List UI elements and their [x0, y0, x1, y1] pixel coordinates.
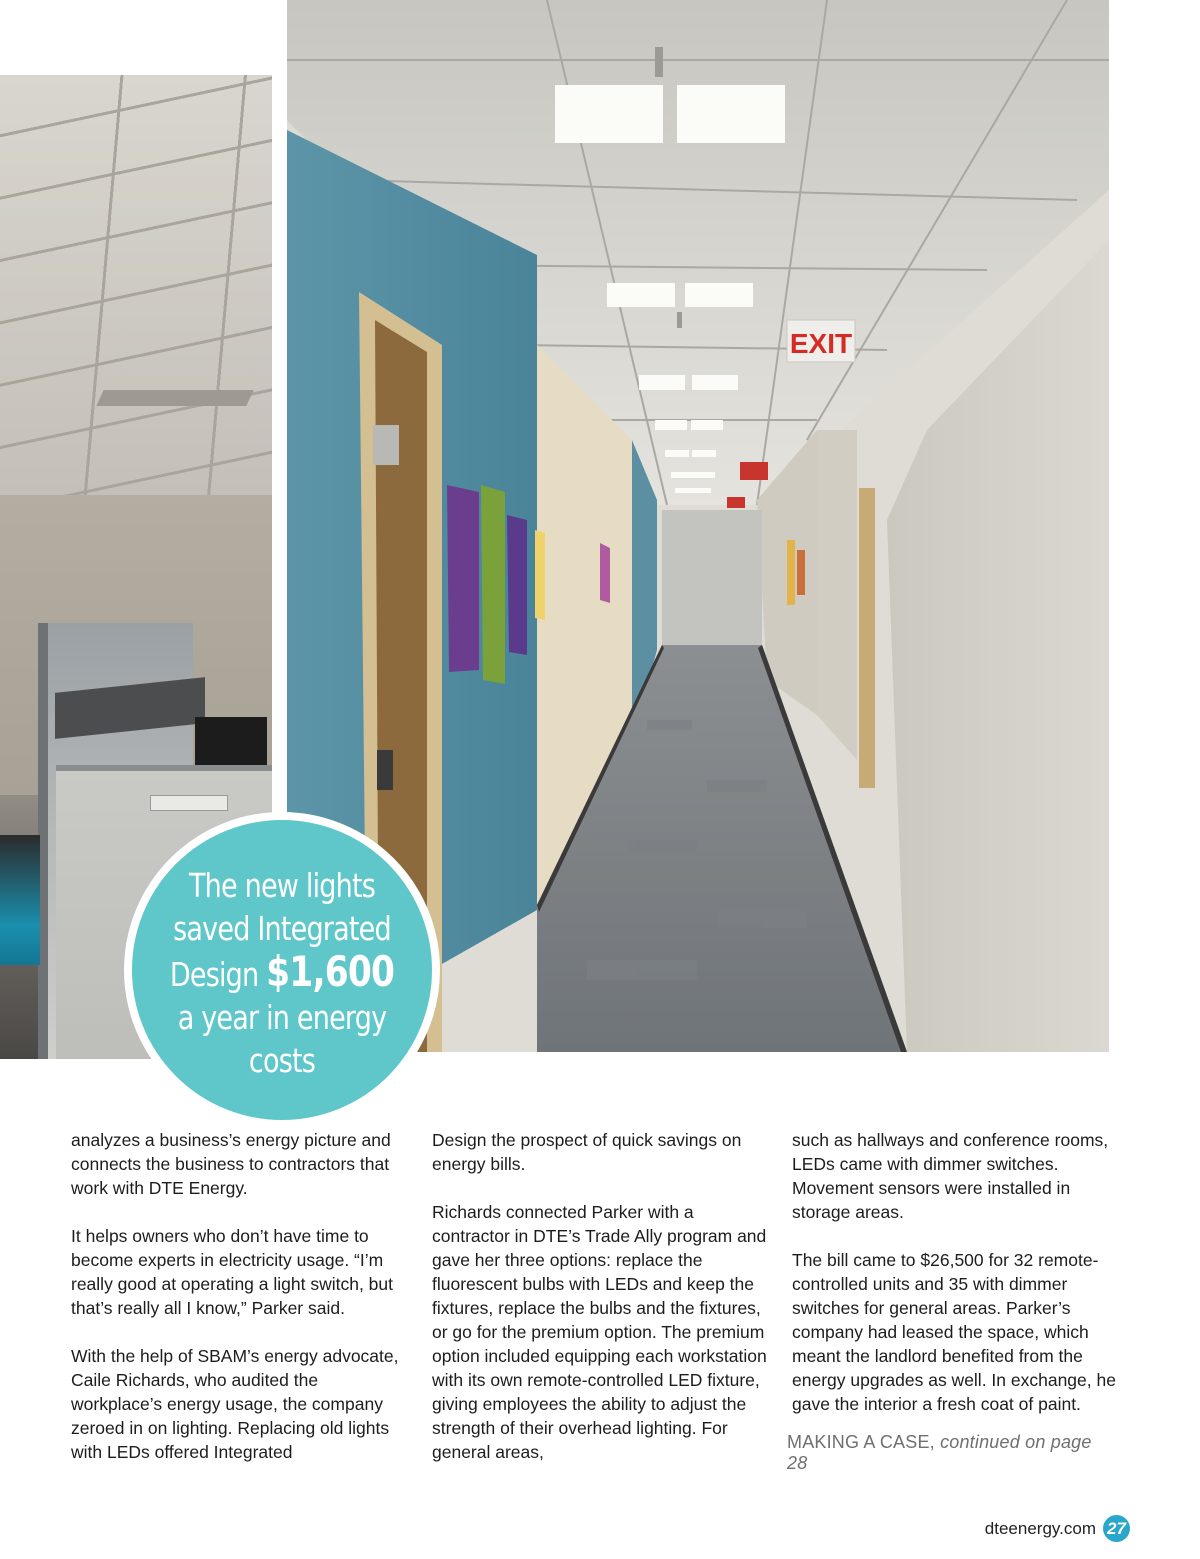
page-number-badge: 27	[1103, 1515, 1130, 1542]
paragraph: such as hallways and conference rooms, LEDs came with dimmer switches. Movement sensors were installed in storage areas.	[792, 1130, 1109, 1222]
hallway-end-wall	[662, 510, 762, 645]
callout-line-1: The new lights	[188, 866, 376, 905]
door-hinge	[373, 425, 399, 465]
office-chair	[0, 835, 40, 965]
continued-link[interactable]: continued on page 28	[787, 1432, 1092, 1473]
paragraph: Design the prospect of quick savings on energy bills.	[432, 1130, 742, 1174]
paragraph: It helps owners who don’t have time to become experts in electricity usage. “I’m really good at operating a light switch, but that’s really all I know,” Parker said.	[71, 1226, 393, 1318]
savings-callout	[124, 812, 440, 1128]
callout-amount: $1,600	[266, 947, 395, 996]
callout-line-2: saved Integrated	[173, 909, 391, 948]
footer-site[interactable]: dteenergy.com	[984, 1519, 1096, 1538]
ceiling-vent	[96, 390, 253, 406]
exit-sign-text: EXIT	[789, 328, 853, 359]
text-column-1	[71, 1128, 411, 1488]
paragraph: analyzes a business’s energy picture and connects the business to contractors that work with DTE Energy.	[71, 1130, 391, 1198]
continued-note	[787, 1432, 1117, 1474]
text-column-3	[792, 1128, 1132, 1440]
callout-line-3	[159, 947, 405, 996]
paragraph: With the help of SBAM’s energy advocate, Caile Richards, who audited the workplace’s energy usage, the company zeroed in on lighting. Replacing old lights with LEDs offered Integrated	[71, 1346, 399, 1462]
paragraph: Richards connected Parker with a contractor in DTE’s Trade Ally program and gave her three options: replace the fluorescent bulbs with LEDs and keep the fixtures, replace the bulbs and the fixtures, or go for the premium option. The premium option included equipping each workstation with its own remote-controlled LED fixture, giving employees the ability to adjust the strength of their overhead lighting. For general areas,	[432, 1202, 767, 1462]
far-exit-sign	[740, 462, 768, 480]
callout-line-3-prefix: Design	[169, 955, 259, 994]
continued-label: MAKING A CASE,	[787, 1432, 935, 1452]
exit-sign	[787, 320, 855, 362]
door-handle	[377, 750, 393, 790]
text-column-2	[432, 1128, 772, 1488]
callout-line-5: costs	[248, 1041, 316, 1080]
callout-line-4: a year in energy	[177, 998, 387, 1037]
right-door-frame	[859, 488, 875, 788]
cubicle-nameplate	[150, 795, 228, 811]
ceiling-tiles	[0, 75, 272, 495]
paragraph: The bill came to $26,500 for 32 remote-controlled units and 35 with dimmer switches for general areas. Parker’s company had leased the space, which meant the landlord benefited from the energy upgrades as well. In exchange, he gave the interior a fresh coat of paint.	[792, 1250, 1116, 1414]
